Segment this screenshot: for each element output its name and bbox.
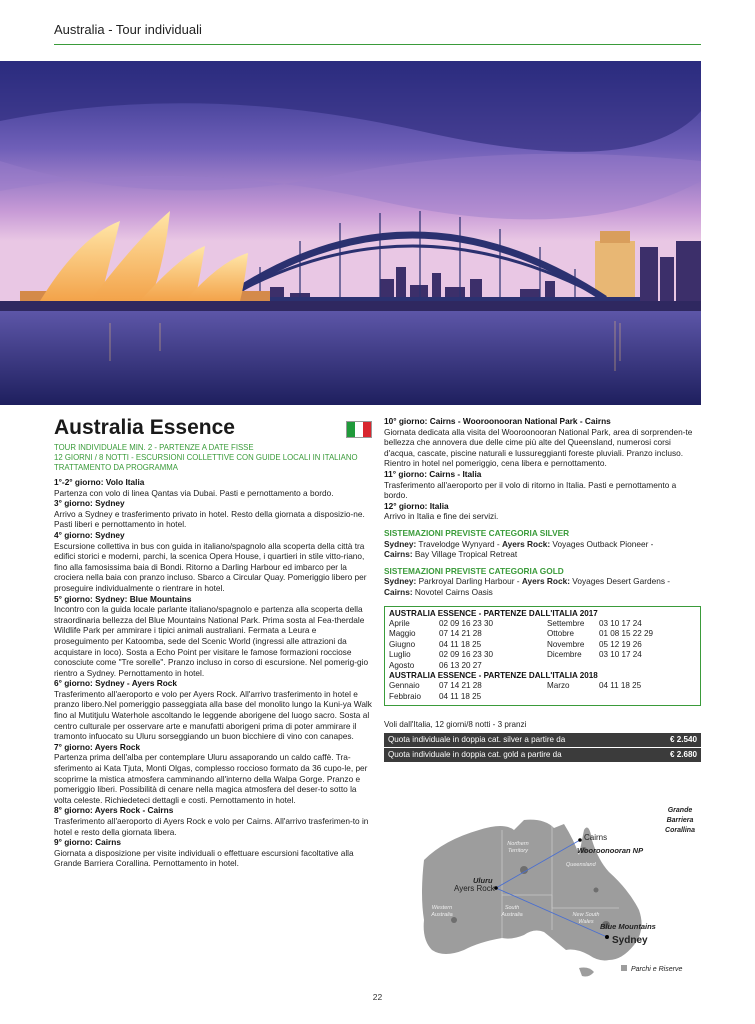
map-label-wooroonooran: Wooroonooran NP [577, 846, 644, 855]
day-block: 11° giorno: Cairns - Italia Trasferimento all'aeroporto per il volo di ritorno in Italia. Pasti e pernottamento a bordo. [384, 468, 677, 501]
price-table [384, 720, 701, 762]
map-label-cairns: Cairns [584, 833, 608, 842]
map-label-sa: South Australia [501, 905, 523, 918]
tour-title: Australia Essence [54, 416, 235, 439]
day-block: 5° giorno: Sydney: Blue Mountains Incontro con la guida locale parlante italiano/spagnolo e partenza alla scoperta della straordinaria bellezza del Blue Mountains National Park. Prima sosta al Fea-therdale Wildlife Park per ammirare i tipici animali australiani. Fermata a Leura e proseguimento per Katoomba, sede del Scenic World (ingressi alle attrazioni da acquistare in loco). Sosta a Echo Point per visitare le famose formazioni rocciose conosciute come "Tre sorelle". Pranzo incluso in corso di escursione. Nel pomerig-gio rientro a Sydney. Pernottamento in hotel. [54, 593, 369, 678]
itinerary-right-column [384, 416, 701, 763]
gold-accommodation-line: Cairns: Novotel Cairns Oasis [384, 586, 493, 597]
page-number: 22 [372, 992, 383, 1002]
day-block: 4° giorno: Sydney Escursione collettiva in bus con guida in italiano/spagnolo alla scoperta della città tra edifici storici e moderni, parchi, la scenica Opera House, i quartieri in stile vitto-riano, fino alla famosissima baia di Bondi. Ritorno a Darling Harbour ed imbarco per la crociera nella baia con pranzo incluso. Sbarco a Circular Quay. Pomeriggio libero per proseguire individualmente o rientrare in hotel. [54, 529, 367, 593]
silver-accommodation-heading: SISTEMAZIONI PREVISTE CATEGORIA SILVER [384, 527, 570, 538]
day-block: 8° giorno: Ayers Rock - Cairns Trasferimento all'aeroporto di Ayers Rock e volo per Cairns. All'arrivo trasferimen-to in hotel e resto della giornata libera. [54, 805, 369, 837]
day-block: 6° giorno: Sydney - Ayers Rock Trasferimento all'aeroporto e volo per Ayers Rock. All'arrivo trasferimento in hotel e pranzo libero.Nel pomeriggio passeggiata alla base del monolito lungo la Kuni-ya Walk fino al Mutitjulu Waterhole ascoltando le leggende aborigene del luogo sacro. Sosta al centro culturale per osservare arte e manufatti aborigeni prima di poter ammirare il tramonto infuocato su Uluru sorseggiando un buon bicchiere di vino con canapes. [54, 678, 372, 742]
map-label-uluru: Uluru [473, 876, 493, 885]
tour-subtitle: TOUR INDIVIDUALE MIN. 2 - PARTENZE A DATE FISSE 12 GIORNI / 8 NOTTI - ESCURSIONI COLLETTIVE CON GUIDE LOCALI IN ITALIANO TRATTAMENTO DA PROGRAMMA [54, 443, 358, 472]
map-label-ayers-rock: Ayers Rock [454, 884, 495, 893]
map-label-nt: Northern Territory [507, 841, 529, 854]
day-block: 1°-2° giorno: Volo Italia Partenza con volo di linea Qantas via Dubai. Pasti e pernottamento a bordo. [54, 477, 334, 498]
map-label-sydney: Sydney [612, 935, 648, 946]
map-label-nsw: New South Wales [572, 912, 600, 925]
day-block: 7° giorno: Ayers Rock Partenza prima dell'alba per contemplare Uluru assaporando un caldo caffè. Tra-sferimento ai Kata Tjuta, Monti Olgas, complesso roccioso formato da 36 cupo-le, per scoprirne la mistica atmosfera camminando all'interno della Walpa Gorge. Pranzo e pomeriggio liberi. Possibilità di cenare nella magica atmosfera del deser-to sotto la volta celeste. Richiedeteci dettagli e costi. Pernottamento in hotel. [54, 741, 368, 805]
gold-accommodation-heading: SISTEMAZIONI PREVISTE CATEGORIA GOLD [384, 565, 564, 576]
price-row-gold: Quota individuale in doppia cat. gold a partire da € 2.680 [384, 748, 701, 762]
map-label-blue-mountains: Blue Mountains [600, 922, 656, 931]
day-block: 3° giorno: Sydney Arrivo a Sydney e trasferimento privato in hotel. Resto della giornata a disposizio-ne. Pasti liberi e pernottamento in hotel. [54, 498, 365, 530]
departures-table [384, 606, 701, 707]
header-divider [54, 44, 701, 45]
section-header: Australia - Tour individuali [54, 22, 202, 37]
australia-route-map [384, 800, 701, 980]
map-label-qld: Queensland [566, 862, 596, 868]
hero-photo-sydney-harbour [0, 61, 701, 405]
gold-accommodation-line: Sydney: Parkroyal Darling Harbour - Ayers Rock: Voyages Desert Gardens - [384, 576, 671, 587]
map-legend-parks: Parchi e Riserve [631, 966, 683, 973]
departures-2018-grid: Gennaio 07 14 21 28 Marzo 04 11 18 25 Febbraio 04 11 18 25 [389, 681, 642, 701]
price-caption: Voli dall'Italia, 12 giorni/8 notti - 3 pranzi [384, 720, 527, 730]
departures-2017-grid: Aprile 02 09 16 23 30 Settembre 03 10 17 24 Maggio 07 14 21 28 Ottobre 01 08 15 22 29 Giugno 04 11 18 25 Novembre 05 12 19 26 Luglio 02 09 16 23 30 Dicembre 03 10 17 24 Agosto 06 13 20 27 [389, 618, 654, 670]
silver-accommodation-line: Cairns: Bay Village Tropical Retreat [384, 549, 518, 560]
day-block: 9° giorno: Cairns Giornata a disposizione per visite individuali o effettuare escursioni facoltative alla Grande Barriera Corallina. Pernottamento in hotel. [54, 837, 354, 869]
day-block: 12° giorno: Italia Arrivo in Italia e fine dei servizi. [384, 500, 499, 522]
itinerary-left-column [54, 416, 372, 869]
departures-2018-heading: AUSTRALIA ESSENCE - PARTENZE DALL'ITALIA 2018 [389, 670, 598, 680]
map-label-gbr: Grande Barriera Corallina [665, 807, 695, 834]
map-label-wa: Western Australia [431, 905, 453, 918]
price-row-silver: Quota individuale in doppia cat. silver a partire da € 2.540 [384, 733, 701, 747]
day-block: 10° giorno: Cairns - Wooroonooran National Park - Cairns Giornata dedicata alla visita del Wooroonooran National Park, area di sorprenden-te bellezza che annovera due delle cime più alte del Queensland, numerosi corsi d'acqua, cascate, piscine naturali e lussureggianti foreste pluviali. Pranzo incluso. Rientro in hotel nel pomeriggio, cena libera e pernottamento. [384, 416, 693, 469]
departures-2017-heading: AUSTRALIA ESSENCE - PARTENZE DALL'ITALIA 2017 [389, 608, 598, 618]
silver-accommodation-line: Sydney: Travelodge Wynyard - Ayers Rock: Voyages Outback Pioneer - [384, 538, 654, 549]
italian-flag-icon [346, 421, 372, 438]
